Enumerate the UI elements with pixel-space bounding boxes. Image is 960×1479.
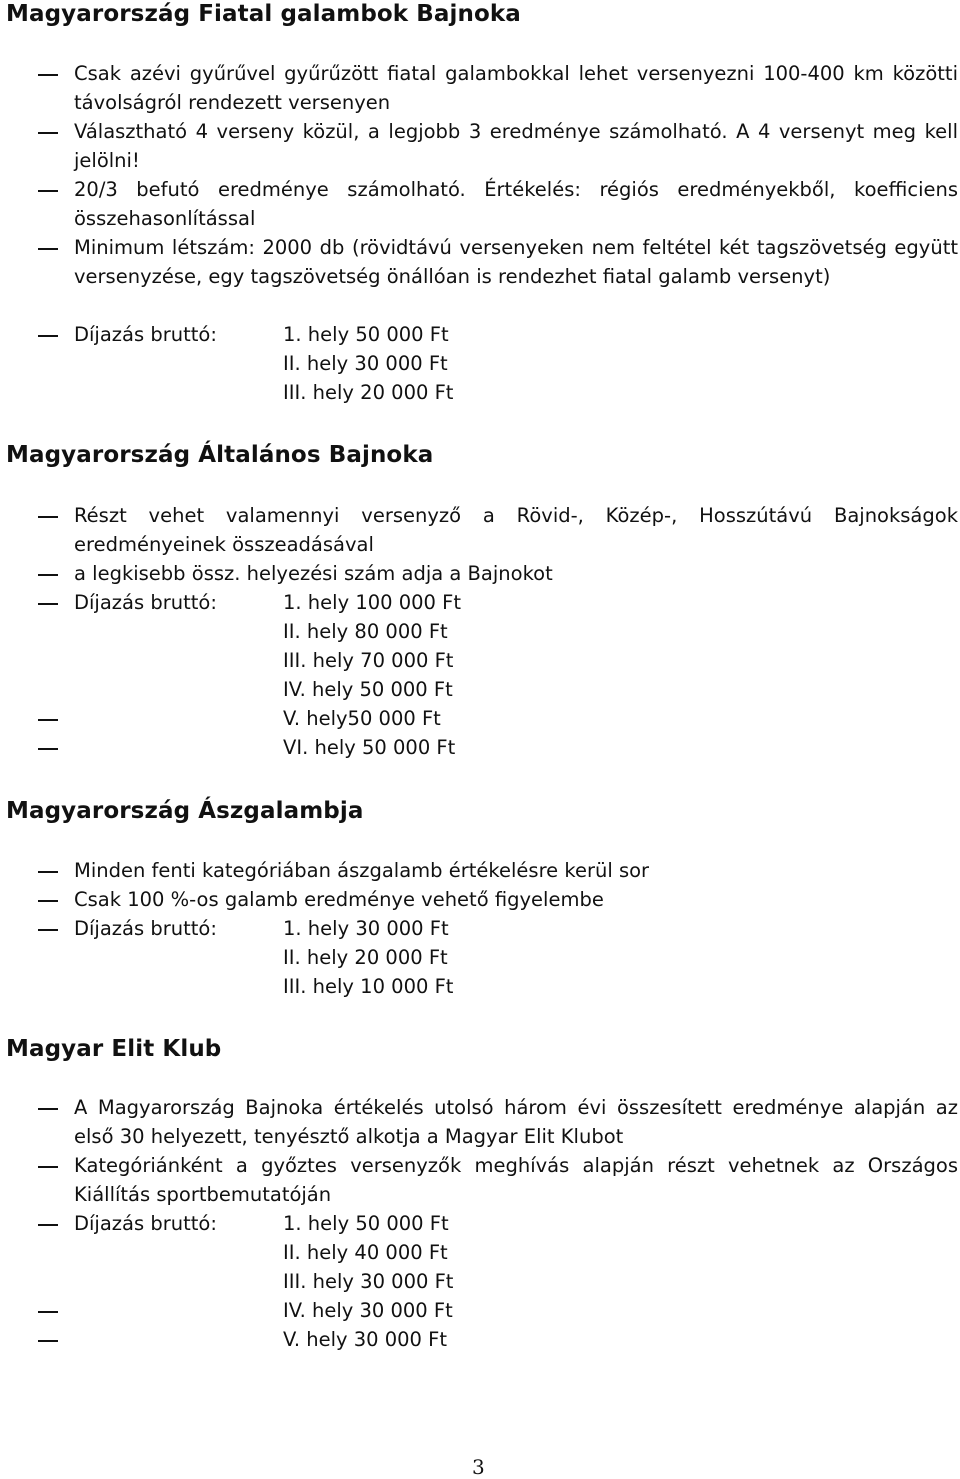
bullet-text: Minden fenti kategóriában ászgalamb értékelésre kerül sor	[74, 859, 650, 882]
prize-line: III. hely 20 000 Ft	[283, 381, 454, 404]
prize-line: IV. hely 30 000 Ft	[283, 1299, 453, 1322]
bullet-dash	[38, 1340, 58, 1342]
bullet-dash	[38, 871, 58, 873]
bullet-dash	[38, 1311, 58, 1313]
bullet-dash	[38, 335, 58, 337]
prize-label: Díjazás bruttó:	[74, 323, 217, 346]
bullet-dash	[38, 748, 58, 750]
bullet-dash	[38, 603, 58, 605]
bullet-dash	[38, 132, 58, 134]
bullet-text: Minimum létszám: 2000 db (rövidtávú versenyeken nem feltétel két tagszövetség együtt versenyzése, egy tagszövetség önállóan is rendezhet fiatal galamb versenyt)	[74, 236, 958, 288]
bullet-text: Kategóriánként a győztes versenyzők meghívás alapján részt vehetnek az Országos Kiállítás sportbemutatóján	[74, 1154, 958, 1206]
prize-line: IV. hely 50 000 Ft	[283, 678, 453, 701]
prize-line: II. hely 20 000 Ft	[283, 946, 448, 969]
prize-label: Díjazás bruttó:	[74, 591, 217, 614]
section-title-fiatal-galambok: Magyarország Fiatal galambok Bajnoka	[6, 1, 521, 27]
prize-line: II. hely 40 000 Ft	[283, 1241, 448, 1264]
bullet-dash	[38, 900, 58, 902]
section-title-altalanos: Magyarország Általános Bajnoka	[6, 442, 434, 468]
prize-label: Díjazás bruttó:	[74, 917, 217, 940]
prize-line: 1. hely 50 000 Ft	[283, 1212, 449, 1235]
bullet-dash	[38, 719, 58, 721]
bullet-text: Részt vehet valamennyi versenyző a Rövid-, Közép-, Hosszútávú Bajnokságok eredményeinek összeadásával	[74, 504, 958, 556]
prize-label: Díjazás bruttó:	[74, 1212, 217, 1235]
bullet-text: 20/3 befutó eredménye számolható. Értékelés: régiós eredményekből, koefficiens összehasonlítással	[74, 178, 958, 230]
prize-line: V. hely50 000 Ft	[283, 707, 441, 730]
bullet-dash	[38, 248, 58, 250]
bullet-text: Csak 100 %-os galamb eredménye vehető figyelembe	[74, 888, 604, 911]
page-number: 3	[472, 1455, 485, 1479]
prize-line: III. hely 30 000 Ft	[283, 1270, 454, 1293]
prize-line: III. hely 10 000 Ft	[283, 975, 454, 998]
bullet-text: Választható 4 verseny közül, a legjobb 3 eredménye számolható. A 4 versenyt meg kell jelölni!	[74, 120, 958, 172]
prize-line: 1. hely 100 000 Ft	[283, 591, 462, 614]
section-title-aszgalamb: Magyarország Ászgalambja	[6, 798, 364, 824]
prize-line: 1. hely 30 000 Ft	[283, 917, 449, 940]
prize-line: VI. hely 50 000 Ft	[283, 736, 456, 759]
bullet-dash	[38, 190, 58, 192]
bullet-dash	[38, 929, 58, 931]
prize-line: III. hely 70 000 Ft	[283, 649, 454, 672]
section-title-elit-klub: Magyar Elit Klub	[6, 1036, 222, 1062]
bullet-text: A Magyarország Bajnoka értékelés utolsó három évi összesített eredménye alapján az első 30 helyezett, tenyésztő alkotja a Magyar Elit Klubot	[74, 1096, 958, 1148]
prize-line: V. hely 30 000 Ft	[283, 1328, 448, 1351]
bullet-dash	[38, 1166, 58, 1168]
prize-line: II. hely 80 000 Ft	[283, 620, 448, 643]
bullet-dash	[38, 516, 58, 518]
bullet-dash	[38, 1224, 58, 1226]
bullet-dash	[38, 74, 58, 76]
bullet-text: a legkisebb össz. helyezési szám adja a Bajnokot	[74, 562, 553, 585]
prize-line: II. hely 30 000 Ft	[283, 352, 448, 375]
bullet-text: Csak azévi gyűrűvel gyűrűzött fiatal galambokkal lehet versenyezni 100-400 km közötti távolságról rendezett versenyen	[74, 62, 958, 114]
bullet-dash	[38, 1108, 58, 1110]
bullet-dash	[38, 574, 58, 576]
prize-line: 1. hely 50 000 Ft	[283, 323, 449, 346]
